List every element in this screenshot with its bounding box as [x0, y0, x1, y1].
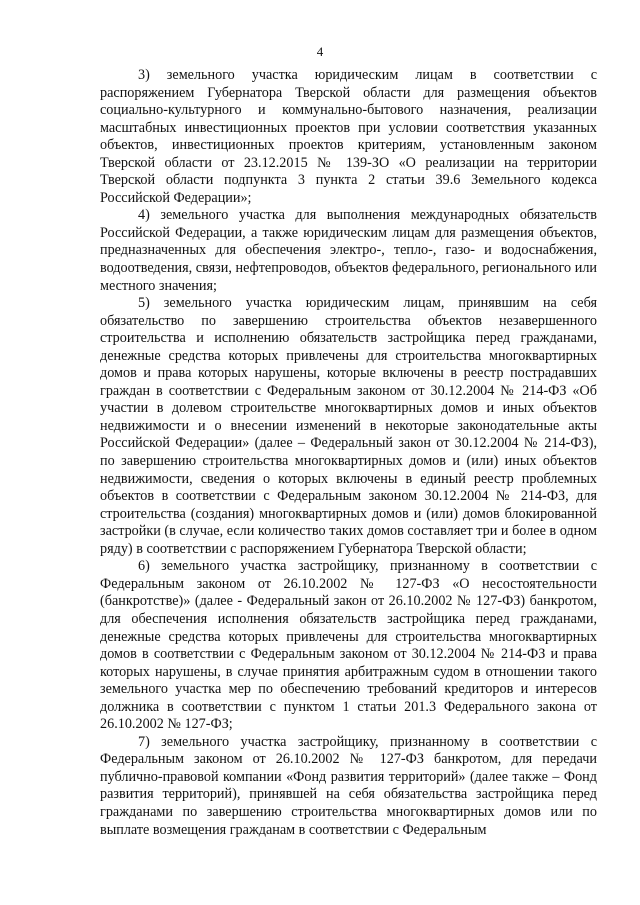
- page-number: 4: [316, 44, 324, 59]
- paragraph-item-5: 5) земельного участка юридическим лицам, принявшим на себя обязательство по завершению строительства объектов незавершенного строительства и исполнению обязательств застройщика перед гражданами, денежные средства которых привлечены для строительства многоквартирных домов и права которых нарушены, которые включены в реестр пострадавших граждан в соответствии с Федеральным законом от 30.12.2004 № 214-ФЗ «Об участии в долевом строительстве многоквартирных домов и иных объектов недвижимости и о внесении изменений в некоторые законодательные акты Российской Федерации» (далее – Федеральный закон от 30.12.2004 № 214-ФЗ), по завершению строительства многоквартирных домов и (или) иных объектов недвижимости, сведения о которых включены в единый реестр проблемных объектов в соответствии с Федеральным законом 30.12.2004 № 214-ФЗ, для строительства (создания) многоквартирных домов и (или) домов блокированной застройки (в случае, если количество таких домов составляет три и более в одном ряду) в соответствии с распоряжением Губернатора Тверской области;: [100, 295, 597, 557]
- paragraph-item-4: 4) земельного участка для выполнения международных обязательств Российской Федерации, а также юридическим лицам для размещения объектов, предназначенных для обеспечения электро-, тепло-, газо- и водоснабжения, водоотведения, связи, нефтепроводов, объектов федерального, регионального или местного значения;: [100, 207, 597, 294]
- document-body: [100, 67, 597, 839]
- paragraph-item-6: 6) земельного участка застройщику, признанному в соответствии с Федеральным законом от 26.10.2002 № 127-ФЗ «О несостоятельности (банкротстве)» (далее - Федеральный закон от 26.10.2002 № 127-ФЗ) банкротом, для обеспечения исполнения обязательств застройщика перед гражданами, денежные средства которых привлечены для строительства многоквартирных домов в соответствии с Федеральным законом от 30.12.2004 № 214-ФЗ и права которых нарушены, в случае принятия арбитражным судом в отношении такого земельного участка мер по обеспечению требований кредиторов и интересов должника в соответствии с пунктом 1 статьи 201.3 Федерального закона от 26.10.2002 № 127-ФЗ;: [100, 558, 597, 733]
- paragraph-item-7: 7) земельного участка застройщику, признанному в соответствии с Федеральным законом от 26.10.2002 № 127-ФЗ банкротом, для передачи публично-правовой компании «Фонд развития территорий» (далее также – Фонд развития территорий), принявшей на себя обязательства застройщика перед гражданами по завершению строительства многоквартирных домов или по выплате возмещения гражданам в соответствии с Федеральным: [100, 733, 597, 838]
- paragraph-item-3: 3) земельного участка юридическим лицам в соответствии с распоряжением Губернатора Тверской области для размещения объектов социально-культурного и коммунально-бытового назначения, реализации масштабных инвестиционных проектов при условии соответствия указанных объектов, инвестиционных проектов критериям, установленным законом Тверской области от 23.12.2015 № 139-ЗО «О реализации на территории Тверской области подпункта 3 пункта 2 статьи 39.6 Земельного кодекса Российской Федерации»;: [100, 67, 597, 206]
